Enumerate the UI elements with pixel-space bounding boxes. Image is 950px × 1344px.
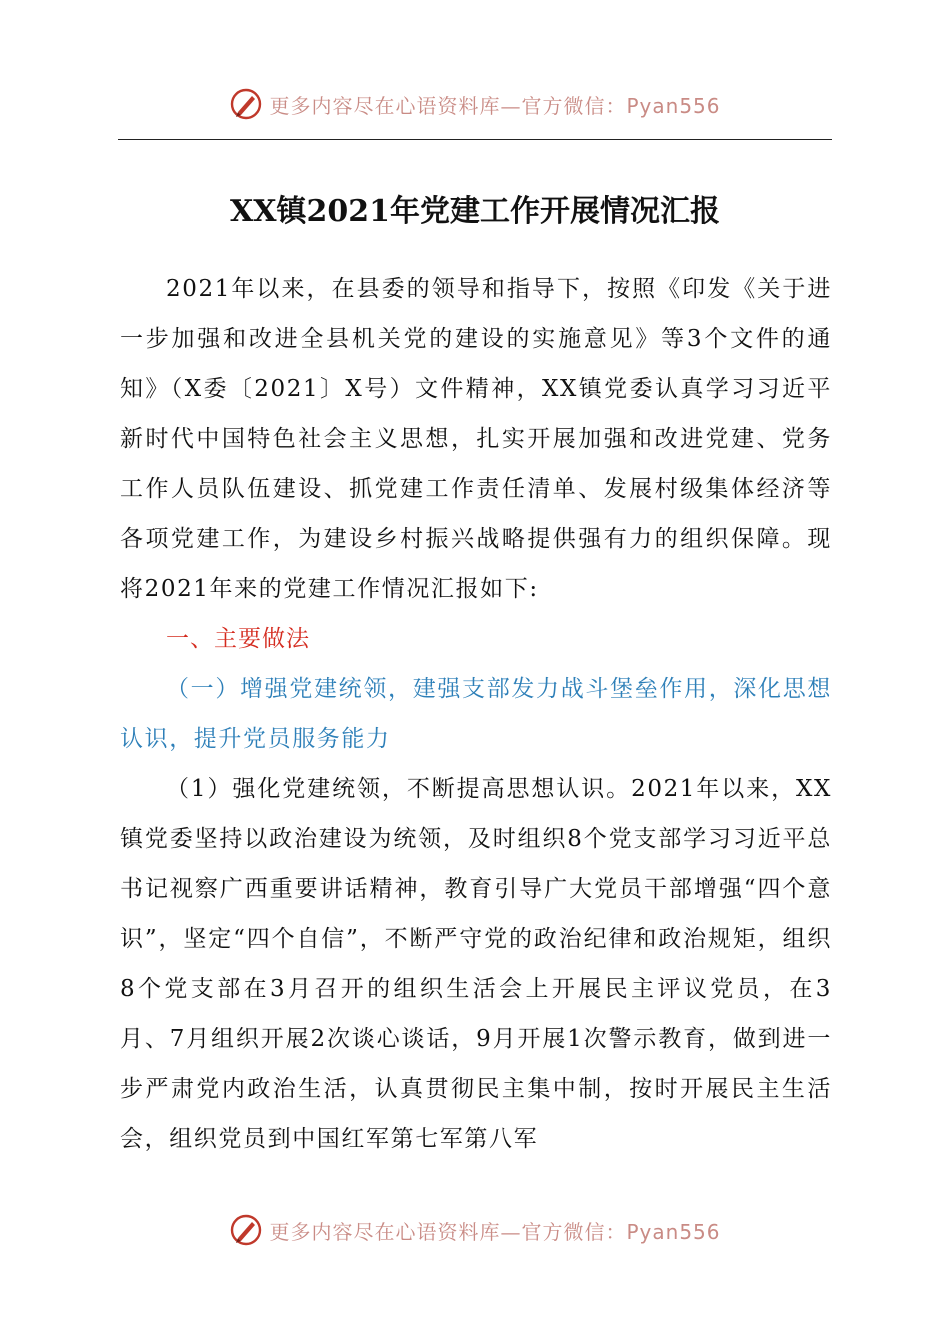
pen-logo-icon (229, 1213, 263, 1247)
document-body (120, 264, 832, 1164)
watermark-text: 更多内容尽在心语资料库—官方微信：Pyan556 (269, 93, 721, 118)
body-paragraph-1: （1）强化党建统领，不断提高思想认识。2021年以来，XX镇党委坚持以政治建设为统领，及时组织8个党支部学习习近平总书记视察广西重要讲话精神，教育引导广大党员干部增强“四个意识”，坚定“四个自信”，不断严守党的政治纪律和政治规矩，组织8个党支部在3月召开的组织生活会上开展民主评议党员，在3月、7月组织开展2次谈心谈话，9月开展1次警示教育，做到进一步严肃党内政治生活，认真贯彻民主集中制，按时开展民主生活会，组织党员到中国红军第七军第八军 (120, 776, 832, 1152)
header-divider (118, 139, 832, 140)
intro-paragraph: 2021年以来，在县委的领导和指导下，按照《印发《关于进一步加强和改进全县机关党的建设的实施意见》等3个文件的通知》（X委〔2021〕X号）文件精神，XX镇党委认真学习习近平新时代中国特色社会主义思想，扎实开展加强和改进党建、党务工作人员队伍建设、抓党建工作责任清单、发展村级集体经济等各项党建工作，为建设乡村振兴战略提供强有力的组织保障。现将2021年来的党建工作情况汇报如下: (120, 276, 832, 602)
footer-watermark (0, 1210, 950, 1250)
document-title: XX镇2021年党建工作开展情况汇报 (229, 194, 721, 229)
watermark-text: 更多内容尽在心语资料库—官方微信：Pyan556 (269, 1219, 721, 1244)
subsection-heading-1: （一）增强党建统领，建强支部发力战斗堡垒作用，深化思想认识，提升党员服务能力 (120, 676, 832, 752)
section-heading-main-practices: 一、主要做法 (166, 626, 310, 652)
header-watermark (0, 84, 950, 124)
pen-logo-icon (229, 87, 263, 121)
